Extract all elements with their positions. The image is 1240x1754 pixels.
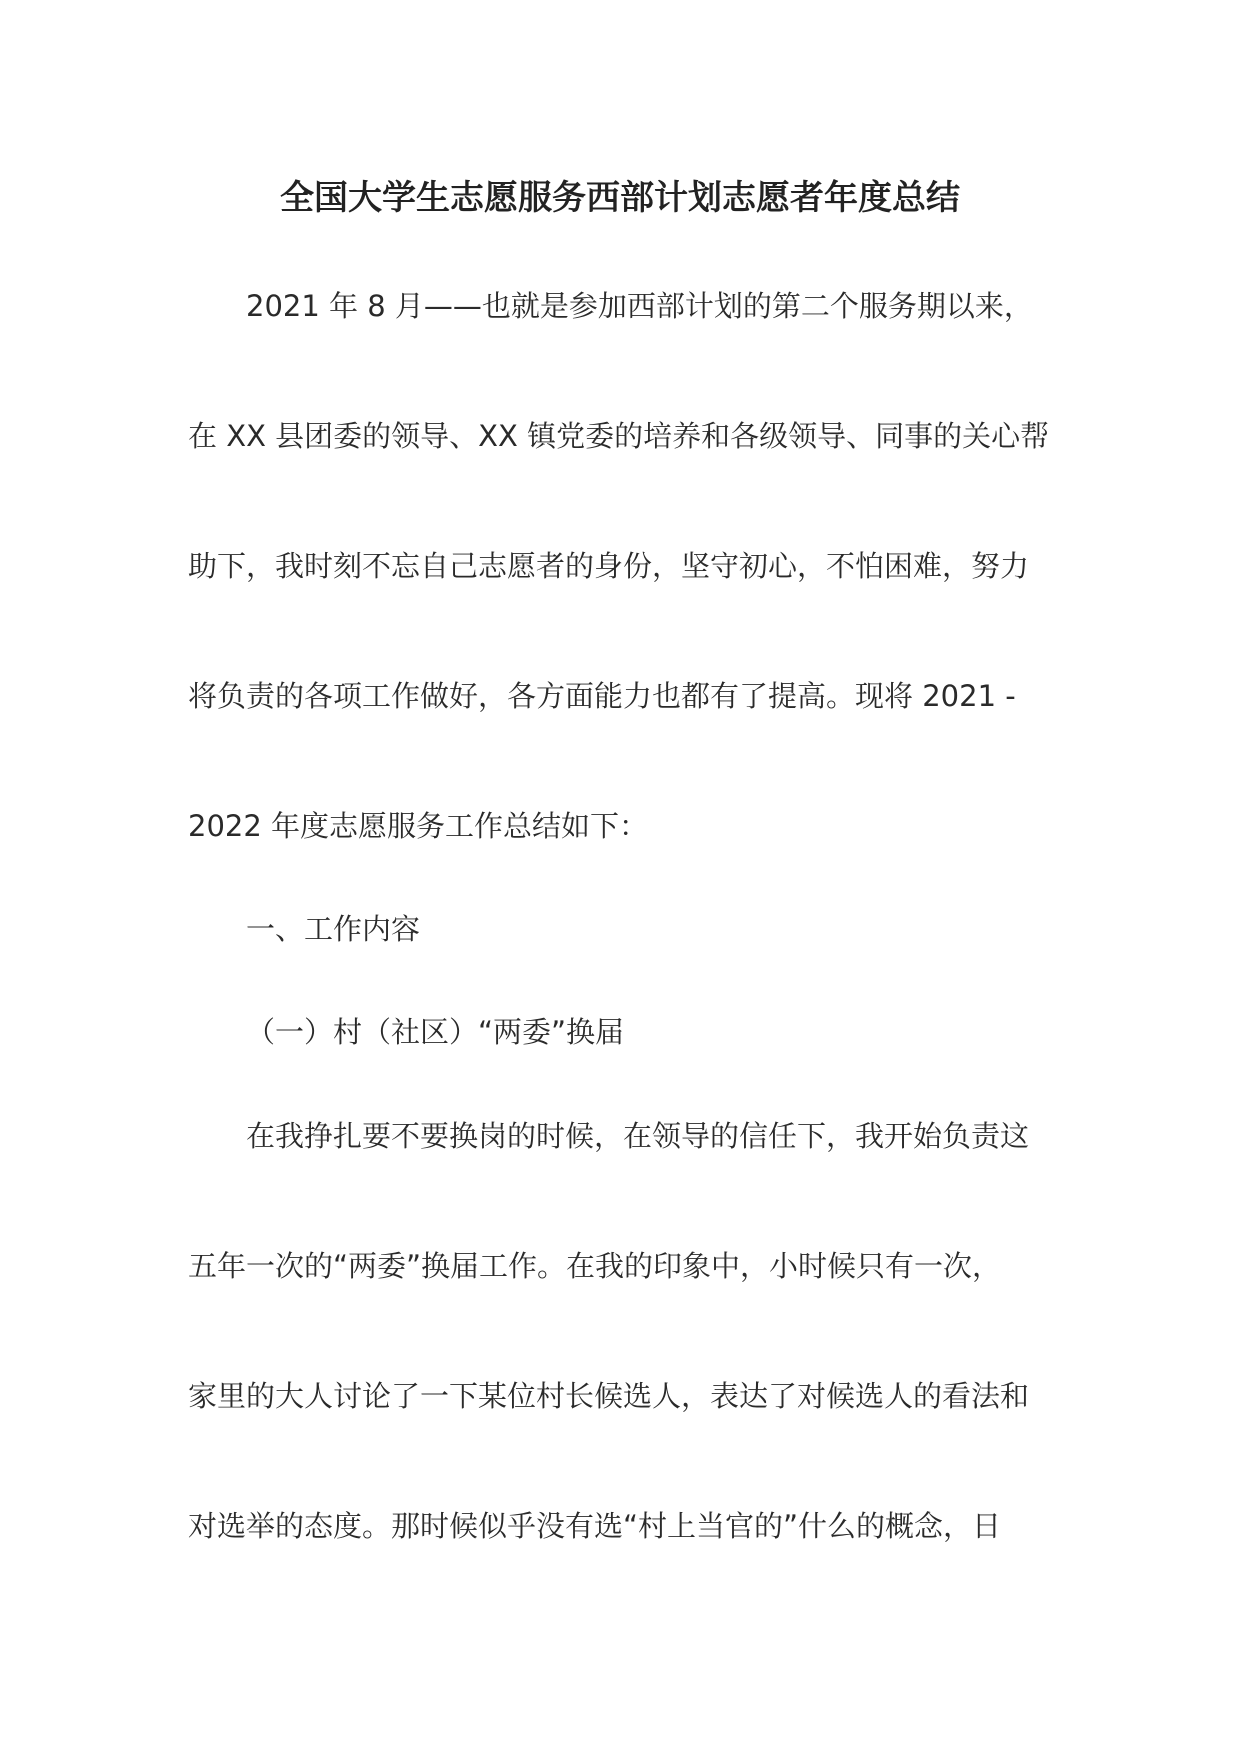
paragraph-line: 家里的大人讨论了一下某位村长候选人，表达了对候选人的看法和 bbox=[188, 1379, 1030, 1413]
paragraph-line: 将负责的各项工作做好，各方面能力也都有了提高。现将 2021 - bbox=[188, 679, 1016, 713]
paragraph-line: 2021 年 8 月——也就是参加西部计划的第二个服务期以来， bbox=[246, 289, 1033, 323]
paragraph-line: 在 XX 县团委的领导、XX 镇党委的培养和各级领导、同事的关心帮 bbox=[188, 419, 1050, 453]
paragraph-line: 助下，我时刻不忘自己志愿者的身份，坚守初心，不怕困难，努力 bbox=[188, 549, 1030, 583]
paragraph-line: 在我挣扎要不要换岗的时候，在领导的信任下，我开始负责这 bbox=[246, 1119, 1030, 1153]
subsection-heading: （一）村（社区）“两委”换届 bbox=[246, 1015, 625, 1049]
paragraph-line: 对选举的态度。那时候似乎没有选“村上当官的”什么的概念，日 bbox=[188, 1509, 1002, 1543]
document-title: 全国大学生志愿服务西部计划志愿者年度总结 bbox=[280, 178, 960, 218]
section-heading: 一、工作内容 bbox=[246, 912, 421, 946]
paragraph-line: 2022 年度志愿服务工作总结如下： bbox=[188, 809, 649, 843]
paragraph-line: 五年一次的“两委”换届工作。在我的印象中，小时候只有一次， bbox=[188, 1249, 1002, 1283]
